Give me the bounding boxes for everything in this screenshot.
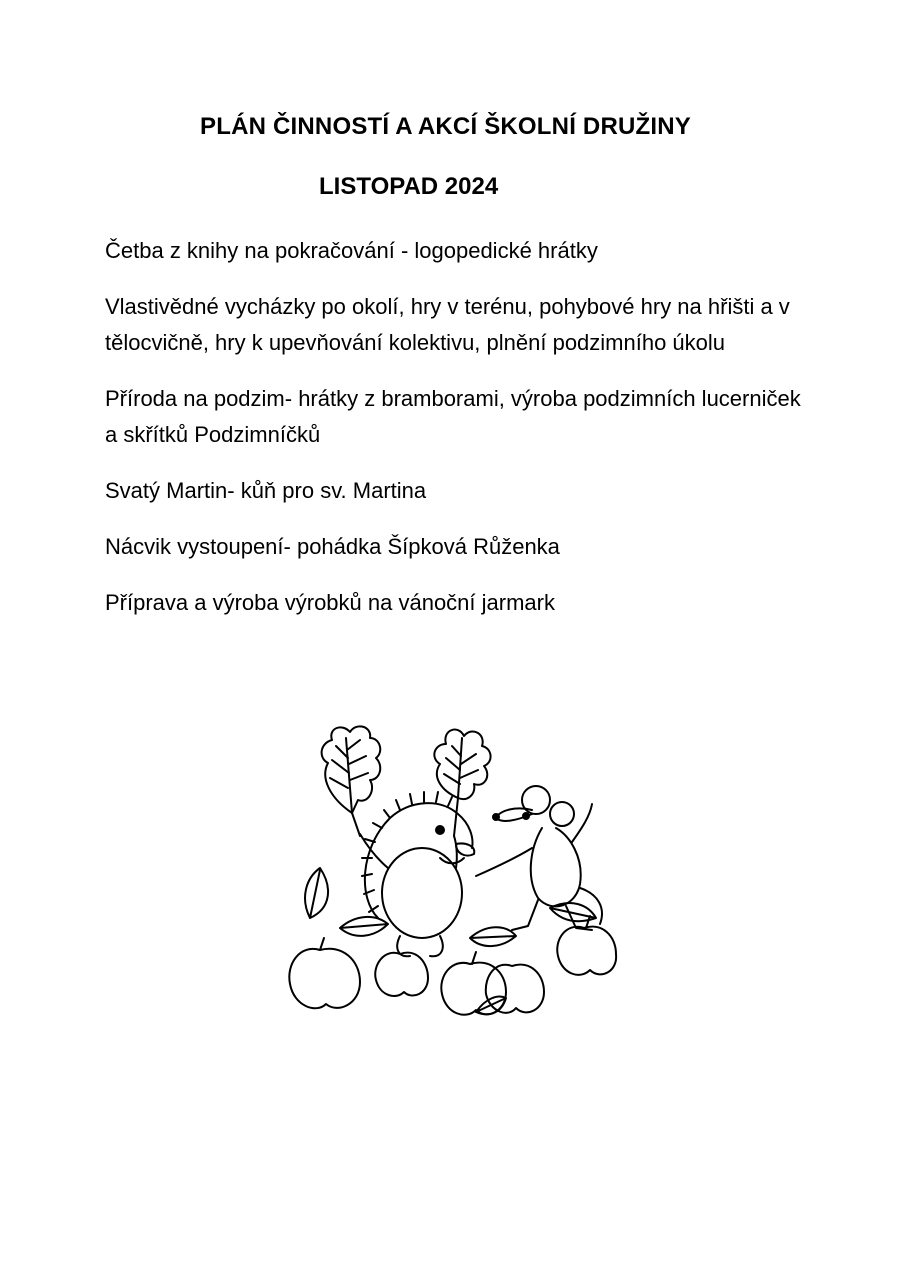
page-title: PLÁN ČINNOSTÍ A AKCÍ ŠKOLNÍ DRUŽINY [200,113,691,140]
activity-item: Svatý Martin- kůň pro sv. Martina [105,478,427,503]
apple-icon [289,938,360,1008]
mouse-icon [476,786,602,930]
hedgehog-mouse-illustration-icon [280,718,620,1048]
apple-icon [557,916,616,975]
activity-item: Nácvik vystoupení- pohádka Šípková Růženka [105,534,560,559]
apple-icon [441,952,506,1015]
activity-item: Vlastivědné vycházky po okolí, hry v terénu, pohybové hry na hřišti a v tělocvičně, hry k upevňování kolektivu, plnění podzimního úkolu [105,294,790,355]
activity-list [105,233,805,641]
leaf-icon [305,868,596,1014]
apple-icon [486,965,544,1013]
activity-item: Příprava a výroba výrobků na vánoční jarmark [105,590,555,615]
oak-leaf-icon [322,726,381,836]
oak-leaf-icon [434,730,490,836]
page-subtitle: LISTOPAD 2024 [319,173,499,200]
apple-icon [375,953,428,996]
activity-item: Příroda na podzim- hrátky z bramborami, výroba podzimních lucerniček a skřítků Podzimníčků [105,386,801,447]
activity-item: Četba z knihy na pokračování - logopedické hrátky [105,238,598,263]
